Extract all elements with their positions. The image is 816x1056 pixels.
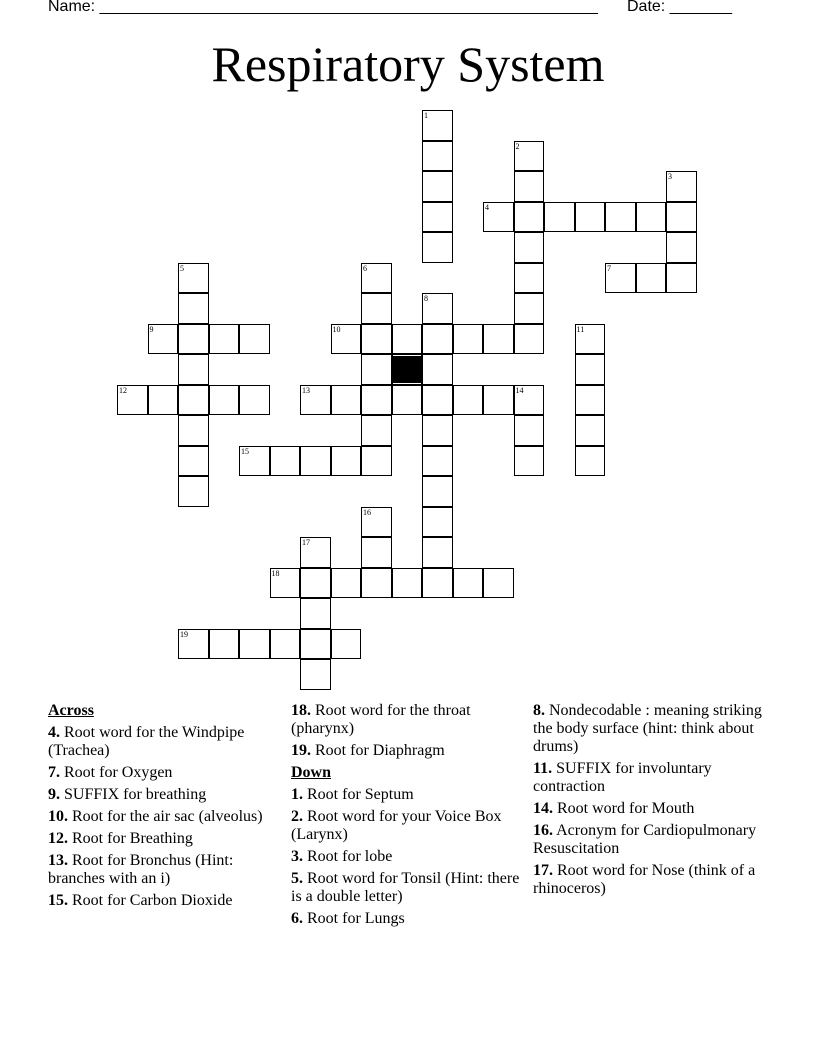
crossword-cell[interactable] <box>666 202 697 233</box>
clue-number: 13. <box>48 852 68 869</box>
crossword-cell[interactable] <box>514 446 545 477</box>
crossword-cell[interactable] <box>178 324 209 355</box>
crossword-cell[interactable] <box>422 537 453 568</box>
crossword-cell[interactable] <box>483 324 514 355</box>
clue-text: Root for Septum <box>303 786 414 803</box>
clue-number-label: 5 <box>180 263 184 273</box>
crossword-cell[interactable] <box>575 446 606 477</box>
clue-number: 8. <box>533 702 545 719</box>
crossword-cell[interactable] <box>666 263 697 294</box>
clue-text: Root for Bronchus (Hint: branches with an i) <box>48 852 234 887</box>
clue-number-label: 7 <box>607 263 611 273</box>
clue-text: Root word for your Voice Box (Larynx) <box>291 808 502 843</box>
crossword-cell[interactable] <box>483 385 514 416</box>
crossword-cell[interactable] <box>392 324 423 355</box>
crossword-cell[interactable] <box>422 324 453 355</box>
crossword-cell[interactable] <box>300 629 331 660</box>
crossword-cell[interactable] <box>239 446 270 477</box>
crossword-cell[interactable] <box>300 568 331 599</box>
crossword-cell[interactable] <box>666 232 697 263</box>
crossword-cell[interactable] <box>361 415 392 446</box>
clue-number: 14. <box>533 800 553 817</box>
name-field[interactable]: Name: ________________________________________________________ <box>48 0 598 15</box>
clue-number-label: 16 <box>363 507 371 517</box>
crossword-cell[interactable] <box>666 171 697 202</box>
crossword-cell[interactable] <box>483 568 514 599</box>
clue-text: Root word for the Windpipe (Trachea) <box>48 724 245 759</box>
clue-item <box>291 910 521 928</box>
clue-item <box>48 892 278 910</box>
clue-number: 9. <box>48 786 60 803</box>
crossword-cell[interactable] <box>148 385 179 416</box>
clue-item <box>533 760 773 796</box>
crossword-cell[interactable] <box>270 629 301 660</box>
crossword-cell[interactable] <box>575 202 606 233</box>
clues-column-3 <box>533 702 773 902</box>
clue-number: 10. <box>48 808 68 825</box>
crossword-cell[interactable] <box>422 446 453 477</box>
clue-text: Root for Lungs <box>303 910 405 927</box>
clue-number-label: 17 <box>302 538 310 547</box>
crossword-cell[interactable] <box>300 385 331 416</box>
crossword-cell[interactable] <box>300 537 331 568</box>
crossword-cell[interactable] <box>178 415 209 446</box>
clue-text: Root word for the throat (pharynx) <box>291 702 471 737</box>
clue-number: 5. <box>291 870 303 887</box>
crossword-cell[interactable] <box>117 385 148 416</box>
crossword-cell[interactable] <box>514 324 545 355</box>
crossword-cell[interactable] <box>239 324 270 355</box>
crossword-cell[interactable] <box>605 263 636 294</box>
crossword-cell[interactable] <box>422 141 453 172</box>
crossword-cell[interactable] <box>514 415 545 446</box>
clue-item <box>48 830 278 848</box>
crossword-cell[interactable] <box>514 263 545 294</box>
clues-column-1 <box>48 702 278 914</box>
clue-number: 15. <box>48 892 68 909</box>
crossword-cell[interactable] <box>575 415 606 446</box>
clue-number: 2. <box>291 808 303 825</box>
clue-number-label: 15 <box>241 446 249 456</box>
crossword-cell[interactable] <box>422 202 453 233</box>
crossword-cell[interactable] <box>483 202 514 233</box>
clue-number-label: 12 <box>119 385 127 395</box>
crossword-cell[interactable] <box>422 354 453 385</box>
crossword-cell[interactable] <box>422 293 453 324</box>
clue-number: 4. <box>48 724 60 741</box>
clue-item <box>291 808 521 844</box>
crossword-cell[interactable] <box>331 568 362 599</box>
clue-number-label: 18 <box>271 568 280 578</box>
clue-text: Root word for Nose (think of a rhinoceros) <box>533 862 756 897</box>
clue-number-label: 19 <box>180 629 188 639</box>
clue-number-label: 4 <box>485 202 489 212</box>
clue-number: 16. <box>533 822 553 839</box>
crossword-cell[interactable] <box>209 324 240 355</box>
crossword-cell[interactable] <box>422 415 453 446</box>
clue-number-label: 6 <box>363 263 367 273</box>
clue-item <box>48 808 278 826</box>
clue-section-heading: Across <box>48 702 94 719</box>
crossword-cell[interactable] <box>422 110 453 141</box>
crossword-cell[interactable] <box>575 324 606 355</box>
crossword-cell[interactable] <box>239 629 270 660</box>
crossword-cell[interactable] <box>178 385 209 416</box>
crossword-cell[interactable] <box>605 202 636 233</box>
crossword-cell[interactable] <box>514 385 545 416</box>
crossword-cell[interactable] <box>178 446 209 477</box>
crossword-cell[interactable] <box>331 446 362 477</box>
clue-item <box>291 702 521 738</box>
crossword-cell[interactable] <box>361 263 392 294</box>
crossword-cell[interactable] <box>300 446 331 477</box>
clue-text: SUFFIX for involuntary contraction <box>533 760 712 795</box>
clue-item <box>48 724 278 760</box>
crossword-cell[interactable] <box>514 293 545 324</box>
crossword-cell[interactable] <box>636 263 667 294</box>
clue-item <box>291 786 521 804</box>
clue-item <box>291 870 521 906</box>
page-title: Respiratory System <box>211 36 605 92</box>
crossword-cell[interactable] <box>422 385 453 416</box>
clue-number: 3. <box>291 848 303 865</box>
clue-number: 1. <box>291 786 303 803</box>
crossword-cell[interactable] <box>178 354 209 385</box>
crossword-cell[interactable] <box>392 568 423 599</box>
clue-number: 11. <box>533 760 553 777</box>
clue-number-label: 9 <box>149 324 154 334</box>
crossword-cell[interactable] <box>178 476 209 507</box>
clue-item <box>533 862 773 898</box>
crossword-cell[interactable] <box>392 385 423 416</box>
crossword-cell[interactable] <box>514 171 545 202</box>
clues-column-2 <box>291 702 521 932</box>
crossword-cell[interactable] <box>453 568 484 599</box>
crossword-cell[interactable] <box>300 598 331 629</box>
crossword-cell[interactable] <box>544 202 575 233</box>
clue-section-heading: Down <box>291 764 332 781</box>
crossword-cell[interactable] <box>331 385 362 416</box>
clue-number: 6. <box>291 910 303 927</box>
clue-number-label: 14 <box>515 385 524 395</box>
clue-text: Root for the air sac (alveolus) <box>68 808 263 825</box>
clue-text: Root word for Tonsil (Hint: there is a double letter) <box>291 870 520 905</box>
clue-number: 7. <box>48 764 60 781</box>
crossword-cell[interactable] <box>422 507 453 538</box>
clue-text: Root for Diaphragm <box>311 742 445 759</box>
black-square <box>393 356 421 384</box>
clue-number-label: 10 <box>332 324 341 334</box>
crossword-cell[interactable] <box>209 629 240 660</box>
clue-number-label: 3 <box>668 172 672 181</box>
clue-text: Acronym for Cardiopulmonary Resuscitation <box>533 822 757 857</box>
clue-text: Root for lobe <box>303 848 393 865</box>
crossword-cell[interactable] <box>178 629 209 660</box>
clue-text: Nondecodable : meaning striking the body surface (hint: think about drums) <box>533 702 762 755</box>
crossword-cell[interactable] <box>361 568 392 599</box>
crossword-cell[interactable] <box>514 202 545 233</box>
clue-number-label: 2 <box>515 141 520 151</box>
crossword-cell[interactable] <box>422 232 453 263</box>
crossword-cell[interactable] <box>575 354 606 385</box>
crossword-cell[interactable] <box>178 293 209 324</box>
crossword-cell[interactable] <box>361 507 392 538</box>
crossword-cell[interactable] <box>178 263 209 294</box>
crossword-cell[interactable] <box>361 385 392 416</box>
crossword-cell[interactable] <box>361 354 392 385</box>
crossword-cell[interactable] <box>453 324 484 355</box>
crossword-cell[interactable] <box>148 324 179 355</box>
clue-number-label: 11 <box>576 324 585 334</box>
clue-item <box>533 800 773 818</box>
clue-text: Root word for Mouth <box>553 800 695 817</box>
clue-text: Root for Breathing <box>68 830 193 847</box>
clue-item <box>48 786 278 804</box>
crossword-cell[interactable] <box>636 202 667 233</box>
crossword-cell[interactable] <box>331 629 362 660</box>
clue-text: Root for Carbon Dioxide <box>68 892 233 909</box>
crossword-cell[interactable] <box>514 232 545 263</box>
crossword-cell[interactable] <box>422 171 453 202</box>
crossword-cell[interactable] <box>361 446 392 477</box>
clue-number: 17. <box>533 862 553 879</box>
crossword-cell[interactable] <box>331 324 362 355</box>
crossword-cell[interactable] <box>239 385 270 416</box>
clue-number-label: 8 <box>424 294 428 303</box>
clue-item <box>533 702 773 756</box>
crossword-cell[interactable] <box>575 385 606 416</box>
clue-text: Root for Oxygen <box>60 764 173 781</box>
clue-item <box>48 852 278 888</box>
crossword-cell[interactable] <box>422 568 453 599</box>
crossword-cell[interactable] <box>209 385 240 416</box>
clue-text: SUFFIX for breathing <box>60 786 207 803</box>
crossword-cell[interactable] <box>270 568 301 599</box>
clue-item <box>291 848 521 866</box>
clue-number: 18. <box>291 702 311 719</box>
crossword-cell[interactable] <box>361 537 392 568</box>
clue-item <box>533 822 773 858</box>
crossword-cell[interactable] <box>422 476 453 507</box>
crossword-cell[interactable] <box>300 659 331 690</box>
clue-item <box>48 764 278 782</box>
clue-number-label: 13 <box>302 385 310 395</box>
crossword-cell[interactable] <box>361 293 392 324</box>
crossword-cell[interactable] <box>514 141 545 172</box>
crossword-cell[interactable] <box>453 385 484 416</box>
crossword-cell[interactable] <box>361 324 392 355</box>
crossword-cell[interactable] <box>270 446 301 477</box>
clue-number: 12. <box>48 830 68 847</box>
clue-number: 19. <box>291 742 311 759</box>
clue-item <box>291 742 521 760</box>
clue-number-label: 1 <box>424 111 428 120</box>
date-field[interactable]: Date: _______ <box>627 0 732 15</box>
